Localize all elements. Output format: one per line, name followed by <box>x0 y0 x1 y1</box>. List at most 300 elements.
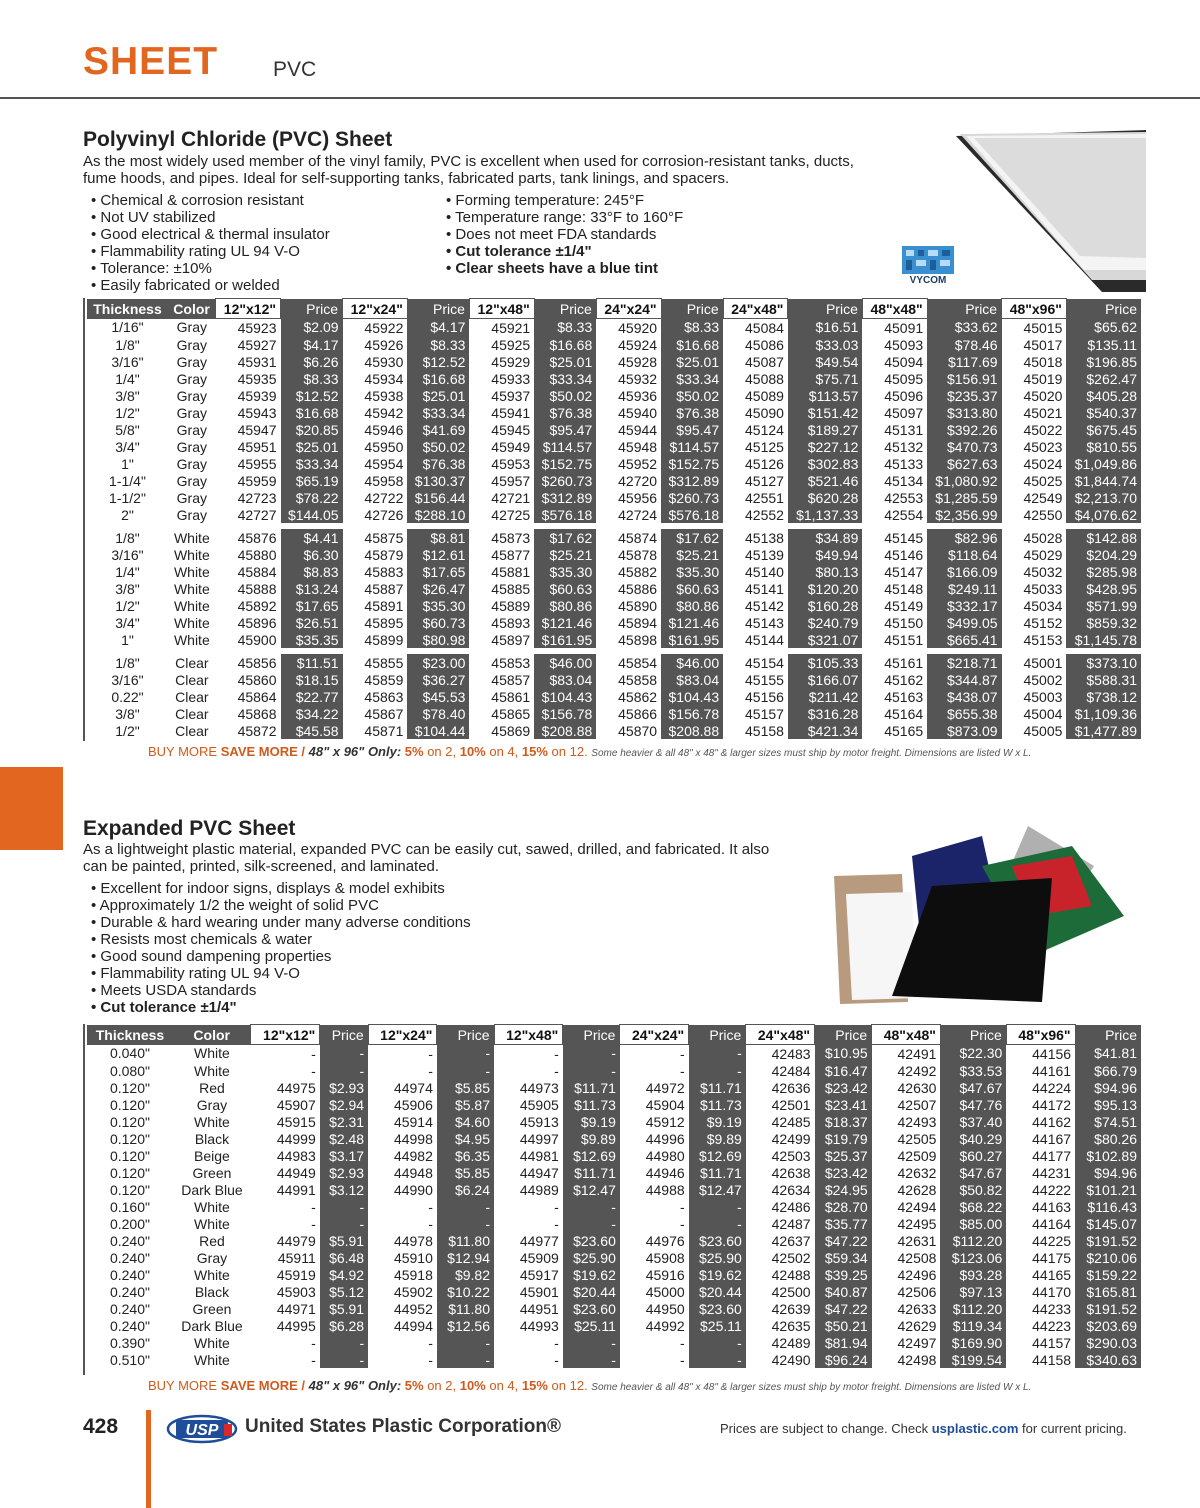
price-cell: $118.64 <box>927 546 1001 563</box>
part-number-cell: 45958 <box>364 472 404 489</box>
price-cell: $16.68 <box>281 404 343 421</box>
price-cell: $189.27 <box>788 421 862 438</box>
color-cell: Clear <box>175 654 209 671</box>
column-header: Price <box>1066 299 1141 319</box>
part-number-cell: 45927 <box>237 336 277 353</box>
price-cell: - <box>437 1334 494 1351</box>
price-cell: $240.79 <box>788 614 862 631</box>
price-cell: $25.21 <box>534 546 596 563</box>
part-number-cell: 45034 <box>1023 597 1063 614</box>
header-divider <box>0 97 1200 99</box>
part-number-cell: 45131 <box>884 421 924 438</box>
part-number-cell: 42636 <box>771 1079 811 1096</box>
expanded-price-table <box>87 1024 1141 1368</box>
part-number-cell: 45880 <box>237 546 277 563</box>
pvc-table-rule <box>83 298 85 741</box>
feature-item: • Forming temperature: 245°F <box>446 192 683 209</box>
price-cell: $1,844.74 <box>1066 472 1141 489</box>
footnote-text: SAVE MORE <box>220 744 298 759</box>
part-number-cell: 44224 <box>1032 1079 1072 1096</box>
part-number-cell: 45001 <box>1023 654 1063 671</box>
part-number-cell: 45925 <box>491 336 531 353</box>
price-cell: $23.42 <box>815 1164 872 1181</box>
part-number-cell: 45889 <box>491 597 531 614</box>
price-cell: $22.30 <box>940 1045 1006 1063</box>
price-cell: $20.85 <box>281 421 343 438</box>
price-cell: $50.02 <box>407 438 469 455</box>
part-number-cell: 42483 <box>771 1045 811 1062</box>
part-number-cell: 45944 <box>618 421 658 438</box>
part-number-cell: 45924 <box>618 336 658 353</box>
price-cell: $208.88 <box>534 722 596 739</box>
page-section-title: SHEET <box>83 40 219 83</box>
price-cell: $144.05 <box>281 506 343 523</box>
price-cell: $25.37 <box>815 1147 872 1164</box>
page-number: 428 <box>83 1415 119 1438</box>
price-cell: $5.91 <box>320 1232 368 1249</box>
table-row <box>87 1147 1141 1164</box>
part-number-cell: 45897 <box>491 631 531 648</box>
table-row <box>87 546 1141 563</box>
part-number-cell: 45871 <box>364 722 404 739</box>
part-number-cell: 44988 <box>645 1181 685 1198</box>
feature-item: • Chemical & corrosion resistant <box>91 192 330 209</box>
price-cell: $499.05 <box>927 614 1001 631</box>
footnote-text: / <box>297 744 309 759</box>
price-cell: $35.30 <box>534 563 596 580</box>
thickness-cell: 3/4" <box>115 614 140 631</box>
part-number-cell: 42549 <box>1023 489 1063 506</box>
part-number-cell: 45939 <box>237 387 277 404</box>
price-cell: $24.95 <box>815 1181 872 1198</box>
part-number-cell: 45874 <box>618 529 658 546</box>
thickness-cell: 3/8" <box>115 387 140 404</box>
price-cell: $94.96 <box>1075 1164 1141 1181</box>
footnote-text: 10% <box>459 1378 486 1393</box>
part-number-cell: 45148 <box>884 580 924 597</box>
price-cell: $152.75 <box>661 455 723 472</box>
part-number-cell: 42493 <box>897 1113 937 1130</box>
part-number-cell: 44225 <box>1032 1232 1072 1249</box>
price-cell: $33.34 <box>661 370 723 387</box>
price-cell: $25.11 <box>689 1317 746 1334</box>
table-row <box>87 370 1141 387</box>
part-number-cell: 44976 <box>645 1232 685 1249</box>
price-cell: $159.22 <box>1075 1266 1141 1283</box>
footnote-text: / <box>297 1378 309 1393</box>
price-cell: $2.09 <box>281 319 343 337</box>
price-cell: $46.00 <box>661 654 723 671</box>
part-number-cell: 45164 <box>884 705 924 722</box>
part-number-cell: 45138 <box>745 529 784 546</box>
footnote-text: 5% <box>401 1378 424 1393</box>
price-cell: $290.03 <box>1075 1334 1141 1351</box>
footnote-text: 48" x 96" Only: <box>308 1378 402 1393</box>
part-number-cell: - <box>311 1198 316 1215</box>
part-number-cell: - <box>311 1062 316 1079</box>
price-cell: $11.51 <box>281 654 343 671</box>
thickness-cell: 3/16" <box>111 546 144 563</box>
part-number-cell: - <box>428 1351 433 1368</box>
price-cell: $33.34 <box>534 370 596 387</box>
usp-logo <box>166 1414 238 1444</box>
part-number-cell: 45908 <box>645 1249 685 1266</box>
price-cell: $738.12 <box>1066 688 1141 705</box>
part-number-cell: 45854 <box>618 654 658 671</box>
color-cell: White <box>194 1215 230 1232</box>
feature-item: • Tolerance: ±10% <box>91 260 330 277</box>
part-number-cell: 42497 <box>897 1334 937 1351</box>
price-cell: $11.71 <box>689 1079 746 1096</box>
price-cell: $80.13 <box>788 563 862 580</box>
vycom-logo-text: VYCOM <box>909 275 947 286</box>
part-number-cell: 45954 <box>364 455 404 472</box>
price-cell: $810.55 <box>1066 438 1141 455</box>
column-header: Price <box>815 1025 872 1045</box>
price-cell: $2.94 <box>320 1096 368 1113</box>
part-number-cell: 45933 <box>491 370 531 387</box>
part-number-cell: 45945 <box>491 421 531 438</box>
table-row <box>87 421 1141 438</box>
pvc-sheet-image <box>952 130 1146 292</box>
price-cell: $33.34 <box>407 404 469 421</box>
part-number-cell: 45021 <box>1023 404 1063 421</box>
price-cell: $25.01 <box>534 353 596 370</box>
price-cell: $8.81 <box>407 529 469 546</box>
part-number-cell: 44982 <box>393 1147 433 1164</box>
column-header: 12"x24" <box>368 1025 437 1045</box>
price-cell: $81.94 <box>815 1334 872 1351</box>
thickness-cell: 0.240" <box>109 1232 150 1249</box>
price-cell: $12.61 <box>407 546 469 563</box>
price-cell: $60.63 <box>661 580 723 597</box>
price-cell: - <box>563 1062 620 1079</box>
part-number-cell: 45877 <box>491 546 531 563</box>
part-number-cell: 45866 <box>618 705 658 722</box>
footnote-text: Some heavier & all 48" x 48" & larger sizes must ship by motor freight. Dimensions are listed W x L. <box>591 1382 1032 1393</box>
price-cell: $114.57 <box>534 438 596 455</box>
part-number-cell: 45876 <box>237 529 277 546</box>
part-number-cell: 44952 <box>393 1300 433 1317</box>
feature-item: • Durable & hard wearing under many adverse conditions <box>91 914 471 931</box>
color-cell: Gray <box>176 353 207 370</box>
vycom-logo <box>900 246 956 286</box>
price-cell: $47.67 <box>940 1164 1006 1181</box>
price-cell: $9.82 <box>437 1266 494 1283</box>
table-row <box>87 722 1141 739</box>
price-cell: $60.27 <box>940 1147 1006 1164</box>
price-cell: - <box>437 1351 494 1368</box>
part-number-cell: 45943 <box>237 404 277 421</box>
part-number-cell: 44222 <box>1032 1181 1072 1198</box>
part-number-cell: 44973 <box>519 1079 559 1096</box>
expanded-features <box>91 880 471 1016</box>
table-row <box>87 1317 1141 1334</box>
column-header: Price <box>689 1025 746 1045</box>
price-cell: $145.07 <box>1075 1215 1141 1232</box>
part-number-cell: 45955 <box>237 455 277 472</box>
part-number-cell: 45091 <box>884 319 924 336</box>
price-cell: $76.38 <box>661 404 723 421</box>
part-number-cell: 44946 <box>645 1164 685 1181</box>
part-number-cell: 42484 <box>771 1062 811 1079</box>
price-cell: $76.38 <box>534 404 596 421</box>
column-header: 48"x48" <box>862 299 927 319</box>
price-cell: $12.56 <box>437 1317 494 1334</box>
price-cell: $340.63 <box>1075 1351 1141 1368</box>
price-cell: $11.71 <box>563 1164 620 1181</box>
part-number-cell: 45862 <box>618 688 658 705</box>
part-number-cell: 42499 <box>771 1130 811 1147</box>
part-number-cell: 45926 <box>364 336 404 353</box>
table-row <box>87 455 1141 472</box>
price-cell: $25.01 <box>661 353 723 370</box>
price-cell: $4,076.62 <box>1066 506 1141 523</box>
part-number-cell: 45901 <box>519 1283 559 1300</box>
price-cell: $116.43 <box>1075 1198 1141 1215</box>
part-number-cell: 44157 <box>1032 1334 1072 1351</box>
part-number-cell: 45004 <box>1023 705 1063 722</box>
price-cell: $1,049.86 <box>1066 455 1141 472</box>
part-number-cell: 45094 <box>884 353 924 370</box>
part-number-cell: 45093 <box>884 336 924 353</box>
color-cell: Green <box>192 1300 232 1317</box>
price-cell: $25.01 <box>407 387 469 404</box>
price-cell: $93.28 <box>940 1266 1006 1283</box>
price-cell: $12.52 <box>281 387 343 404</box>
thickness-cell: 0.160" <box>109 1198 150 1215</box>
price-cell: $9.89 <box>563 1130 620 1147</box>
expanded-title: Expanded PVC Sheet <box>83 817 296 840</box>
part-number-cell: 42550 <box>1023 506 1063 523</box>
table-row <box>87 319 1141 337</box>
part-number-cell: 45936 <box>618 387 658 404</box>
footnote-text: SAVE MORE <box>220 1378 298 1393</box>
part-number-cell: 45161 <box>884 654 924 671</box>
part-number-cell: 45895 <box>364 614 404 631</box>
part-number-cell: 45086 <box>745 336 784 353</box>
part-number-cell: 45917 <box>519 1266 559 1283</box>
expanded-footnote <box>148 1378 1031 1393</box>
price-cell: $23.60 <box>689 1232 746 1249</box>
thickness-cell: 1/4" <box>115 563 140 580</box>
price-cell: $8.33 <box>407 336 469 353</box>
price-cell: $576.18 <box>534 506 596 523</box>
part-number-cell: 42486 <box>771 1198 811 1215</box>
price-cell: $35.77 <box>815 1215 872 1232</box>
part-number-cell: 44998 <box>393 1130 433 1147</box>
thickness-cell: 0.120" <box>109 1130 150 1147</box>
color-cell: White <box>173 614 210 631</box>
price-cell: $96.24 <box>815 1351 872 1368</box>
color-cell: Gray <box>176 472 207 489</box>
part-number-cell: - <box>680 1334 685 1351</box>
price-cell: $208.88 <box>661 722 723 739</box>
part-number-cell: 44979 <box>276 1232 316 1249</box>
part-number-cell: 45024 <box>1023 455 1063 472</box>
part-number-cell: 45151 <box>884 631 924 648</box>
footnote-text: 15% <box>521 744 548 759</box>
part-number-cell: 45915 <box>276 1113 316 1130</box>
part-number-cell: 45867 <box>364 705 404 722</box>
price-cell: $95.13 <box>1075 1096 1141 1113</box>
thickness-cell: 0.240" <box>109 1283 150 1300</box>
part-number-cell: 45869 <box>491 722 531 739</box>
part-number-cell: 45132 <box>884 438 924 455</box>
price-cell: $60.73 <box>407 614 469 631</box>
part-number-cell: 42487 <box>771 1215 811 1232</box>
column-header: 12"x48" <box>494 1025 563 1045</box>
part-number-cell: 45140 <box>745 563 784 580</box>
column-header: Price <box>407 299 469 319</box>
price-cell: $22.77 <box>281 688 343 705</box>
price-cell: $25.01 <box>281 438 343 455</box>
feature-item: • Flammability rating UL 94 V-O <box>91 965 471 982</box>
footer-pricing-note <box>720 1421 1127 1436</box>
table-row <box>87 472 1141 489</box>
price-cell: $83.04 <box>534 671 596 688</box>
part-number-cell: 42632 <box>897 1164 937 1181</box>
thickness-cell: 0.240" <box>109 1317 150 1334</box>
price-cell: - <box>563 1215 620 1232</box>
part-number-cell: 45124 <box>745 421 784 438</box>
price-cell: - <box>320 1198 368 1215</box>
price-cell: $50.02 <box>661 387 723 404</box>
thickness-cell: 0.120" <box>109 1079 150 1096</box>
table-row <box>87 438 1141 455</box>
price-cell: $142.88 <box>1066 529 1141 546</box>
table-row <box>87 580 1141 597</box>
part-number-cell: 44999 <box>276 1130 316 1147</box>
thickness-cell: 3/16" <box>111 671 144 688</box>
part-number-cell: 42553 <box>884 489 924 506</box>
part-number-cell: 45904 <box>645 1096 685 1113</box>
part-number-cell: 45163 <box>884 688 924 705</box>
price-cell: $160.28 <box>788 597 862 614</box>
price-cell: $373.10 <box>1066 654 1141 671</box>
part-number-cell: 45143 <box>745 614 784 631</box>
price-cell: $156.91 <box>927 370 1001 387</box>
price-cell: $199.54 <box>940 1351 1006 1368</box>
color-cell: Clear <box>175 671 209 688</box>
part-number-cell: 45891 <box>364 597 404 614</box>
price-cell: $25.21 <box>661 546 723 563</box>
part-number-cell: 45133 <box>884 455 924 472</box>
part-number-cell: - <box>311 1215 316 1232</box>
part-number-cell: 42724 <box>618 506 658 523</box>
price-cell: $540.37 <box>1066 404 1141 421</box>
color-cell: Gray <box>176 370 207 387</box>
price-cell: $39.25 <box>815 1266 872 1283</box>
part-number-cell: 44170 <box>1032 1283 1072 1300</box>
price-cell: $80.86 <box>661 597 723 614</box>
part-number-cell: 45881 <box>491 563 531 580</box>
table-row <box>87 1266 1141 1283</box>
price-cell: $5.87 <box>437 1096 494 1113</box>
price-cell: $68.22 <box>940 1198 1006 1215</box>
part-number-cell: 45853 <box>491 654 531 671</box>
table-row <box>87 688 1141 705</box>
pvc-features-right <box>446 192 683 277</box>
price-cell: $35.30 <box>407 597 469 614</box>
table-row <box>87 654 1141 671</box>
price-cell: $4.95 <box>437 1130 494 1147</box>
color-cell: Gray <box>176 421 207 438</box>
part-number-cell: 45959 <box>237 472 277 489</box>
thickness-cell: 1/2" <box>115 722 140 739</box>
column-header: 48"x48" <box>872 1025 941 1045</box>
part-number-cell: 45892 <box>237 597 277 614</box>
price-cell: $112.20 <box>940 1300 1006 1317</box>
table-row <box>87 1334 1141 1351</box>
part-number-cell: 45018 <box>1023 353 1063 370</box>
thickness-cell: 0.390" <box>109 1334 150 1351</box>
part-number-cell: 45918 <box>393 1266 433 1283</box>
price-cell: - <box>563 1198 620 1215</box>
feature-item: • Cut tolerance ±1/4" <box>91 999 471 1016</box>
part-number-cell: 45931 <box>237 353 277 370</box>
usp-logo-text: USP <box>185 1422 219 1439</box>
part-number-cell: 42496 <box>897 1266 937 1283</box>
part-number-cell: - <box>554 1351 559 1368</box>
price-cell: $49.94 <box>788 546 862 563</box>
part-number-cell: - <box>554 1215 559 1232</box>
part-number-cell: 45919 <box>276 1266 316 1283</box>
part-number-cell: 44972 <box>645 1079 685 1096</box>
price-cell: $156.78 <box>661 705 723 722</box>
part-number-cell: 45162 <box>884 671 924 688</box>
footer-accent-bar <box>146 1410 151 1508</box>
price-cell: $37.40 <box>940 1113 1006 1130</box>
part-number-cell: 45855 <box>364 654 404 671</box>
part-number-cell: 42633 <box>897 1300 937 1317</box>
footnote-text: 5% <box>401 744 424 759</box>
part-number-cell: - <box>680 1215 685 1232</box>
part-number-cell: 45139 <box>745 546 784 563</box>
part-number-cell: 45947 <box>237 421 277 438</box>
table-row <box>87 1181 1141 1198</box>
price-cell: $11.71 <box>563 1079 620 1096</box>
price-cell: $25.90 <box>563 1249 620 1266</box>
part-number-cell: 44980 <box>645 1147 685 1164</box>
price-cell: - <box>689 1198 746 1215</box>
price-cell: $95.47 <box>534 421 596 438</box>
part-number-cell: 44996 <box>645 1130 685 1147</box>
price-cell: $11.80 <box>437 1232 494 1249</box>
table-row <box>87 489 1141 506</box>
website-link[interactable]: usplastic.com <box>931 1421 1019 1436</box>
part-number-cell: 45888 <box>237 580 277 597</box>
part-number-cell: 45952 <box>618 455 658 472</box>
part-number-cell: 44974 <box>393 1079 433 1096</box>
footnote-text: on 2, <box>423 744 460 759</box>
price-cell: $5.12 <box>320 1283 368 1300</box>
table-row <box>87 597 1141 614</box>
price-cell: $2.93 <box>320 1164 368 1181</box>
price-cell: $191.52 <box>1075 1232 1141 1249</box>
thickness-cell: 0.510" <box>109 1351 150 1368</box>
part-number-cell: 45912 <box>645 1113 685 1130</box>
price-cell: $102.89 <box>1075 1147 1141 1164</box>
price-cell: $249.11 <box>927 580 1001 597</box>
part-number-cell: 45156 <box>745 688 784 705</box>
table-row <box>87 1198 1141 1215</box>
part-number-cell: 45909 <box>519 1249 559 1266</box>
pvc-description <box>83 153 854 187</box>
part-number-cell: 44950 <box>645 1300 685 1317</box>
color-cell: Gray <box>196 1249 228 1266</box>
part-number-cell: 45923 <box>237 319 277 336</box>
